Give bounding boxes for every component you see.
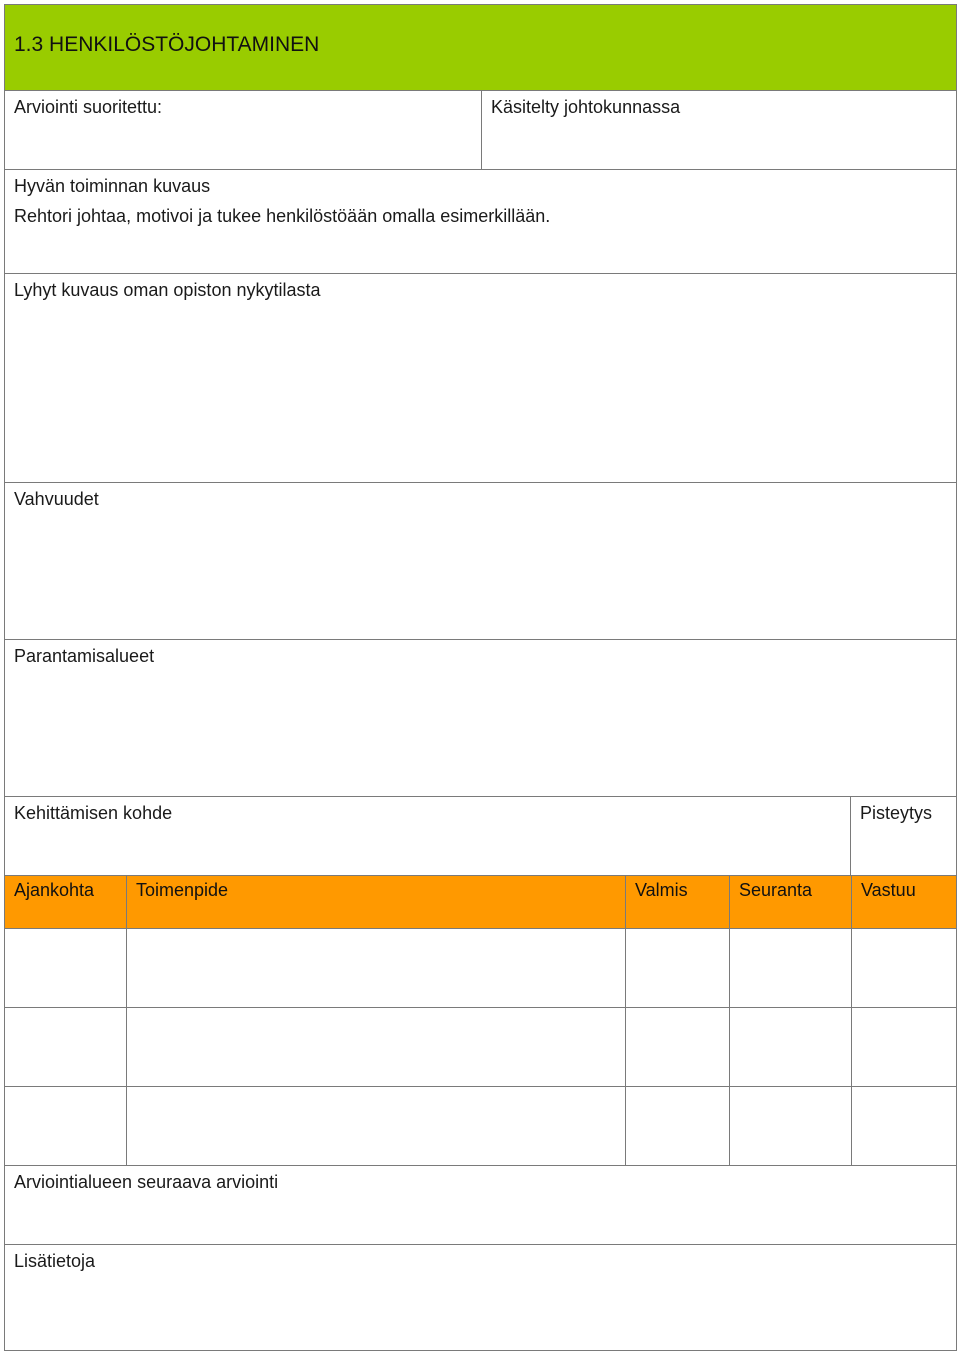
cell-action[interactable] bbox=[126, 929, 625, 1007]
next-assessment-field[interactable]: Arviointialueen seuraava arviointi bbox=[14, 1172, 279, 1192]
table-row bbox=[5, 1008, 956, 1087]
cell-done[interactable] bbox=[625, 1008, 729, 1086]
board-reviewed-field[interactable]: Käsitelty johtokunnassa bbox=[481, 91, 956, 169]
good-practice-cell bbox=[5, 170, 956, 273]
cell-done[interactable] bbox=[625, 1087, 729, 1165]
additional-info-row bbox=[5, 1245, 956, 1350]
current-state-field[interactable]: Lyhyt kuvaus oman opiston nykytilasta bbox=[14, 280, 321, 300]
section-title-row bbox=[5, 5, 956, 91]
header-followup: Seuranta bbox=[729, 876, 851, 928]
assessment-performed-field[interactable]: Arviointi suoritettu: bbox=[14, 97, 163, 117]
assessment-form bbox=[4, 4, 957, 1351]
good-practice-heading: Hyvän toiminnan kuvaus bbox=[14, 176, 211, 196]
cell-followup[interactable] bbox=[729, 1008, 851, 1086]
development-target-field[interactable]: Kehittämisen kohde bbox=[14, 803, 173, 823]
cell-responsible[interactable] bbox=[851, 1087, 956, 1165]
header-date: Ajankohta bbox=[14, 880, 95, 900]
assessment-meta-row bbox=[5, 91, 956, 170]
cell-action[interactable] bbox=[126, 1087, 625, 1165]
cell-date[interactable] bbox=[5, 1008, 126, 1086]
next-assessment-row bbox=[5, 1166, 956, 1245]
cell-action[interactable] bbox=[126, 1008, 625, 1086]
table-row bbox=[5, 1087, 956, 1166]
strengths-row bbox=[5, 483, 956, 640]
plan-table-header bbox=[5, 876, 956, 929]
improvement-areas-field[interactable]: Parantamisalueet bbox=[14, 646, 155, 666]
current-state-row bbox=[5, 274, 956, 483]
header-done: Valmis bbox=[625, 876, 729, 928]
improvement-areas-row bbox=[5, 640, 956, 797]
header-action: Toimenpide bbox=[126, 876, 625, 928]
cell-followup[interactable] bbox=[729, 929, 851, 1007]
header-responsible: Vastuu bbox=[851, 876, 956, 928]
cell-followup[interactable] bbox=[729, 1087, 851, 1165]
cell-date[interactable] bbox=[5, 929, 126, 1007]
score-field[interactable]: Pisteytys bbox=[850, 797, 956, 875]
cell-done[interactable] bbox=[625, 929, 729, 1007]
good-practice-text: Rehtori johtaa, motivoi ja tukee henkilöstöään omalla esimerkillään. bbox=[14, 206, 551, 226]
cell-responsible[interactable] bbox=[851, 929, 956, 1007]
cell-date[interactable] bbox=[5, 1087, 126, 1165]
good-practice-row bbox=[5, 170, 956, 274]
table-row bbox=[5, 929, 956, 1008]
strengths-field[interactable]: Vahvuudet bbox=[14, 489, 99, 509]
section-title: 1.3 HENKILÖSTÖJOHTAMINEN bbox=[14, 33, 320, 56]
cell-responsible[interactable] bbox=[851, 1008, 956, 1086]
development-target-row bbox=[5, 797, 956, 876]
additional-info-field[interactable]: Lisätietoja bbox=[14, 1251, 96, 1271]
